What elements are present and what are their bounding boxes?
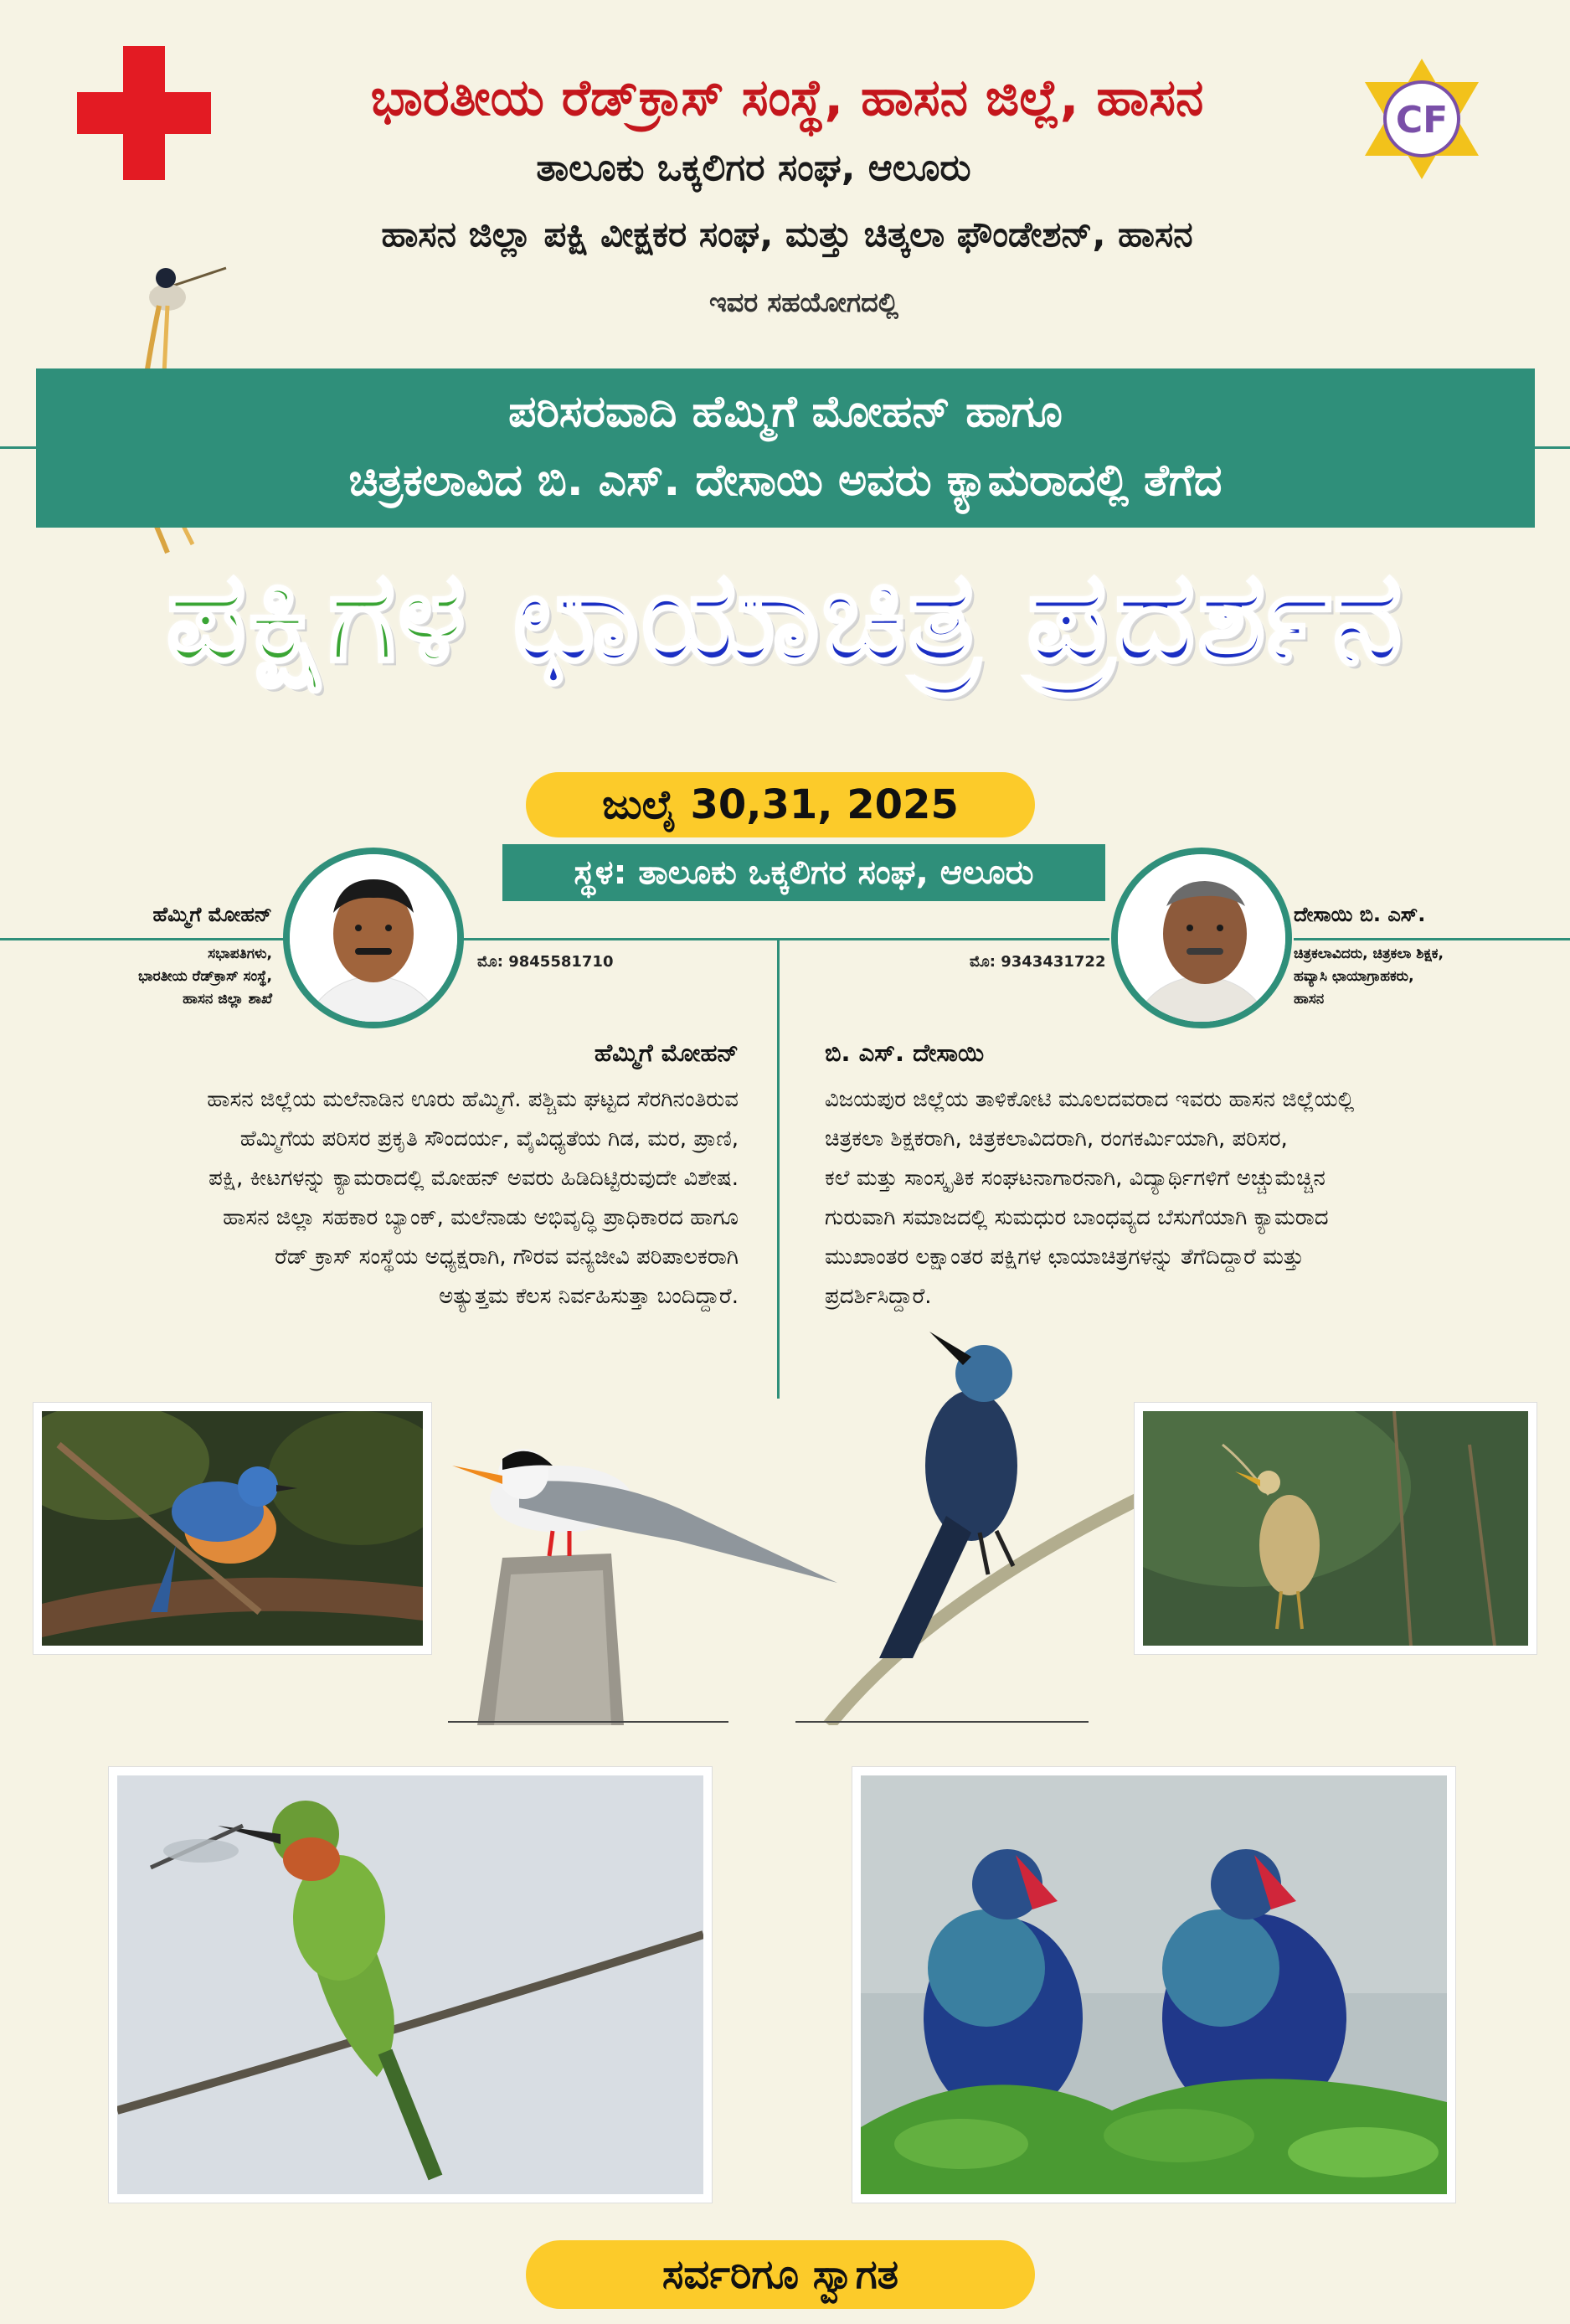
photo-purple-swamphens	[852, 1767, 1455, 2203]
left-bio-line: ಹಾಸನ ಜಿಲ್ಲೆಯ ಮಲೆನಾಡಿನ ಊರು ಹೆಮ್ಮಿಗೆ. ಪಶ್ಚಿಮ ಘಟ್ಟದ ಸೆರಗಿನಂತಿರುವ	[207, 1087, 739, 1112]
logo-letters: CF	[1395, 99, 1449, 142]
red-cross-logo	[77, 46, 211, 180]
left-ground-line	[448, 1721, 728, 1723]
title-word-birds: ಪಕ್ಷಿಗಳ	[166, 544, 468, 690]
title-word-photo-exhibition: ಛಾಯಾಚಿತ್ರ ಪ್ರದರ್ಶನ	[512, 544, 1404, 690]
org-line-vokkaligara-sangha: ತಾಲೂಕು ಒಕ್ಕಲಿಗರ ಸಂಘ, ಆಲೂರು	[536, 147, 971, 189]
left-bio-line: ಅತ್ಯುತ್ತಮ ಕೆಲಸ ನಿರ್ವಹಿಸುತ್ತಾ ಬಂದಿದ್ದಾರೆ.	[439, 1284, 739, 1309]
left-person-name: ಹೆಮ್ಮಿಗೆ ಮೋಹನ್	[152, 903, 272, 926]
photo-river-tern	[444, 1332, 837, 1725]
exhibition-title	[0, 544, 1570, 693]
right-bio-line: ಮುಖಾಂತರ ಲಕ್ಷಾಂತರ ಪಕ್ಷಿಗಳ ಛಾಯಾಚಿತ್ರಗಳನ್ನು ತೆಗೆದಿದ್ದಾರೆ ಮತ್ತು	[825, 1244, 1305, 1270]
left-bio-line: ಹಾಸನ ಜಿಲ್ಲಾ ಸಹಕಾರ ಬ್ಯಾಂಕ್, ಮಲೆನಾಡು ಅಭಿವೃದ್ಧಿ ಪ್ರಾಧಿಕಾರದ ಹಾಗೂ	[223, 1205, 739, 1230]
left-person-phone: ಮೊ: 9845581710	[477, 953, 614, 971]
right-bio-text	[825, 1080, 1520, 1317]
chitkala-foundation-logo	[1355, 52, 1489, 186]
photo-blue-flycatcher	[33, 1403, 431, 1654]
portrait-hemmige-mohan	[283, 848, 464, 1028]
left-connector-line	[0, 938, 289, 940]
left-bio-title: ಹೆಮ್ಮಿಗೆ ಮೋಹನ್	[594, 1038, 739, 1067]
right-bio-title: ಬಿ. ಎಸ್. ದೇಸಾಯಿ	[825, 1038, 985, 1067]
banner-line-1: ಪರಿಸರವಾದಿ ಹೆಮ್ಮಿಗೆ ಮೋಹನ್ ಹಾಗೂ	[508, 387, 1063, 437]
right-person-name: ದೇಸಾಯಿ ಬಿ. ಎಸ್.	[1294, 903, 1426, 926]
left-bio-line: ಹೆಮ್ಮಿಗೆಯ ಪರಿಸರ ಪ್ರಕೃತಿ ಸೌಂದರ್ಯ, ವೈವಿಧ್ಯತೆಯ ಗಿಡ, ಮರ, ಪ್ರಾಣಿ,	[239, 1126, 739, 1152]
org-line-bird-watchers: ಹಾಸನ ಜಿಲ್ಲಾ ಪಕ್ಷಿ ವೀಕ್ಷಕರ ಸಂಘ, ಮತ್ತು ಚಿತ್ಕಲಾ ಫೌಂಡೇಶನ್, ಹಾಸನ	[381, 214, 1193, 255]
right-bio-line: ವಿಜಯಪುರ ಜಿಲ್ಲೆಯ ತಾಳಿಕೋಟಿ ಮೂಲದವರಾದ ಇವರು ಹಾಸನ ಜಿಲ್ಲೆಯಲ್ಲಿ	[825, 1087, 1355, 1112]
right-person-designation: ಚಿತ್ರಕಲಾವಿದರು, ಚಿತ್ರಕಲಾ ಶಿಕ್ಷಕ, ಹವ್ಯಾಸಿ ಛಾಯಾಗ್ರಾಹಕರು, ಹಾಸನ	[1294, 946, 1444, 1007]
right-bio-line: ಚಿತ್ರಕಲಾ ಶಿಕ್ಷಕರಾಗಿ, ಚಿತ್ರಕಲಾವಿದರಾಗಿ, ರಂಗಕರ್ಮಿಯಾಗಿ, ಪರಿಸರ,	[825, 1126, 1288, 1152]
right-bio-line: ಕಲೆ ಮತ್ತು ಸಾಂಸ್ಕೃತಿಕ ಸಂಘಟನಾಗಾರನಾಗಿ, ವಿದ್ಯಾರ್ಥಿಗಳಿಗೆ ಅಚ್ಚುಮೆಚ್ಚಿನ	[825, 1166, 1325, 1191]
left-inner-line	[456, 938, 779, 940]
left-person-designation: ಸಭಾಪತಿಗಳು, ಭಾರತೀಯ ರೆಡ್‌ಕ್ರಾಸ್ ಸಂಸ್ಥೆ, ಹಾಸನ ಜಿಲ್ಲಾ ಶಾಖೆ	[138, 946, 272, 1007]
event-date: ಜುಲೈ 30,31, 2025	[526, 772, 1035, 837]
banner-line-left	[0, 446, 36, 449]
portrait-desai-bs	[1111, 848, 1292, 1028]
photo-blue-rock-thrush	[804, 1306, 1164, 1725]
left-bio-text	[59, 1080, 739, 1317]
center-divider	[777, 938, 780, 1399]
banner-line-2: ಚಿತ್ರಕಲಾವಿದ ಬಿ. ಎಸ್. ದೇಸಾಯಿ ಅವರು ಕ್ಯಾಮರಾದಲ್ಲಿ ತೆಗೆದ	[348, 456, 1223, 506]
right-person-phone: ಮೊ: 9343431722	[970, 953, 1106, 971]
photo-bee-eater	[109, 1767, 712, 2203]
right-bio-line: ಗುರುವಾಗಿ ಸಮಾಜದಲ್ಲಿ ಸುಮಧುರ ಬಾಂಧವ್ಯದ ಬೆಸುಗೆಯಾಗಿ ಕ್ಯಾಮರಾದ	[825, 1205, 1329, 1230]
photo-pond-heron	[1135, 1403, 1537, 1654]
subtitle-banner	[36, 368, 1535, 528]
right-inner-line	[779, 938, 1109, 940]
banner-line-right	[1535, 446, 1570, 449]
event-venue: ಸ್ಥಳ: ತಾಲೂಕು ಒಕ್ಕಲಿಗರ ಸಂಘ, ಆಲೂರು	[502, 844, 1105, 901]
org-line-collaboration: ಇವರ ಸಹಯೋಗದಲ್ಲಿ	[708, 286, 899, 318]
right-connector-line	[1294, 938, 1570, 940]
org-line-red-cross: ಭಾರತೀಯ ರೆಡ್‌ಕ್ರಾಸ್ ಸಂಸ್ಥೆ, ಹಾಸನ ಜಿಲ್ಲೆ, ಹಾಸನ	[370, 69, 1204, 127]
welcome-message: ಸರ್ವರಿಗೂ ಸ್ವಾಗತ	[526, 2240, 1035, 2309]
left-bio-line: ರೆಡ್ ಕ್ರಾಸ್ ಸಂಸ್ಥೆಯ ಅಧ್ಯಕ್ಷರಾಗಿ, ಗೌರವ ವನ್ಯಜೀವಿ ಪರಿಪಾಲಕರಾಗಿ	[275, 1244, 739, 1270]
right-ground-line	[795, 1721, 1089, 1723]
right-bio-line: ಪ್ರದರ್ಶಿಸಿದ್ದಾರೆ.	[825, 1284, 932, 1309]
left-bio-line: ಪಕ್ಷಿ, ಕೀಟಗಳನ್ನು ಕ್ಯಾಮರಾದಲ್ಲಿ ಮೋಹನ್ ಅವರು ಹಿಡಿದಿಟ್ಟಿರುವುದೇ ವಿಶೇಷ.	[208, 1166, 739, 1191]
